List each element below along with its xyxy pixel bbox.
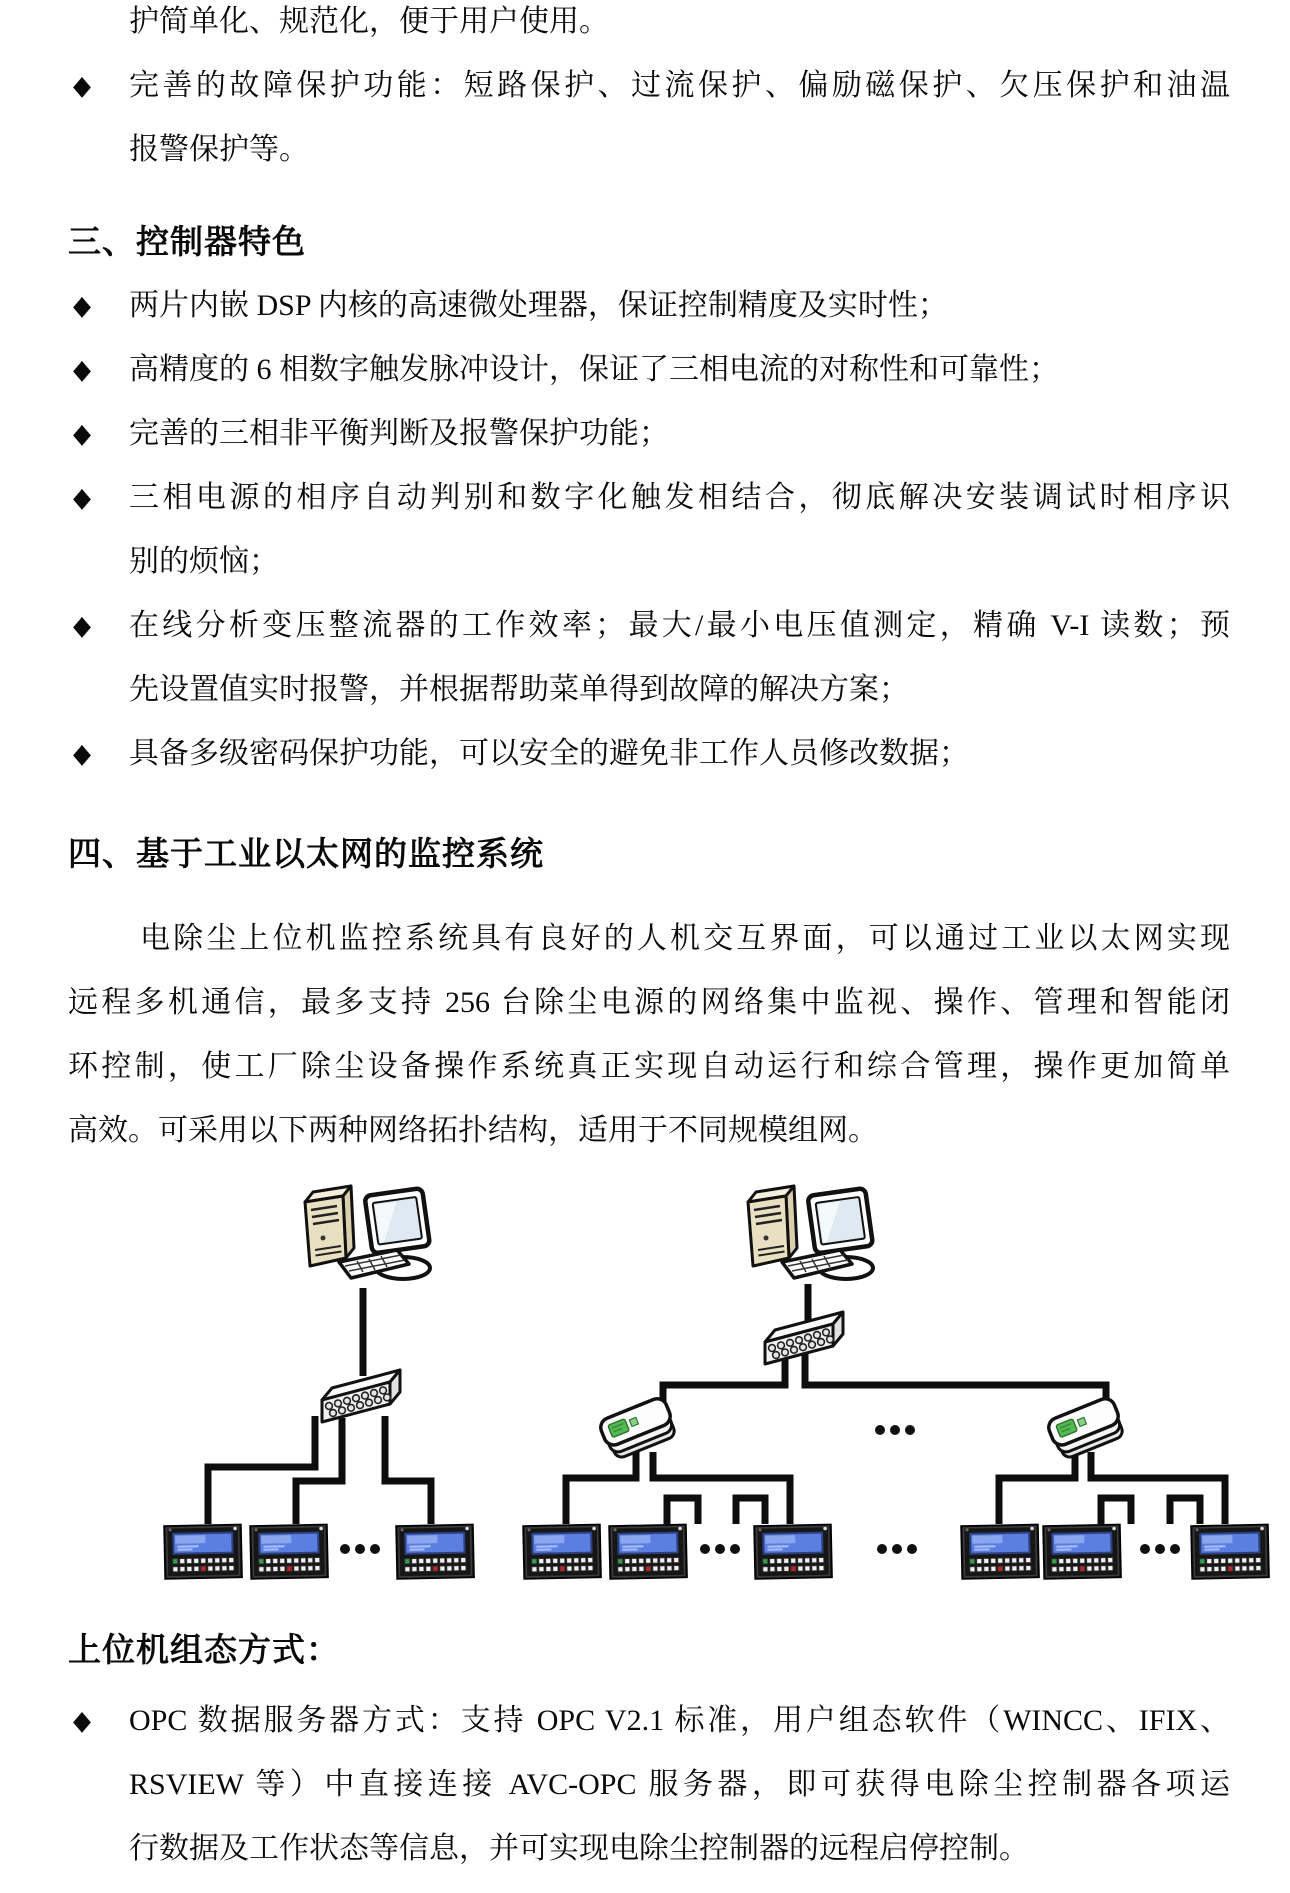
bullet-diamond-icon: ◆ xyxy=(73,1705,91,1736)
ellipsis-dots xyxy=(1140,1544,1180,1554)
bullet-item-text xyxy=(129,722,1230,786)
text-line: 行数据及工作状态等信息，并可实现电除尘控制器的远程启停控制。 xyxy=(129,1832,1029,1865)
text-line: 高精度的 6 相数字触发脉冲设计，保证了三相电流的对称性和可靠性； xyxy=(129,353,1059,386)
esp-controller-icon xyxy=(1043,1524,1121,1579)
bullet-item-text xyxy=(129,466,1230,594)
bullet-item-phase-sequence xyxy=(68,466,1230,594)
continuation-line: 护简单化、规范化，便于用户使用。 xyxy=(129,5,609,38)
bullet-item-online-analysis xyxy=(68,594,1230,722)
esp-controller-icon xyxy=(961,1524,1039,1579)
bullet-diamond-icon: ◆ xyxy=(73,70,91,101)
text-line: 报警保护等。 xyxy=(129,133,309,166)
esp-controller-icon xyxy=(754,1524,832,1579)
bullet-item-fault-protection xyxy=(68,54,1230,182)
bullet-item-text xyxy=(129,338,1230,402)
esp-controller-icon xyxy=(609,1524,687,1579)
bullet-item-text xyxy=(129,594,1230,722)
bullet-item-text xyxy=(129,274,1230,338)
section-heading-ethernet-monitoring: 四、基于工业以太网的监控系统 xyxy=(68,835,544,872)
esp-controller-icon xyxy=(250,1524,328,1579)
workstation-icon xyxy=(748,1186,873,1279)
text-line: 具备多级密码保护功能，可以安全的避免非工作人员修改数据； xyxy=(129,737,969,770)
text-line: 电除尘上位机监控系统具有良好的人机交互界面，可以通过工业以太网实现 xyxy=(140,922,1230,955)
bullet-diamond-icon: ◆ xyxy=(73,738,91,769)
bullet-item-trigger-pulse xyxy=(68,338,1230,402)
bullet-item-opc xyxy=(68,1689,1230,1881)
ellipsis-dots xyxy=(875,1425,915,1435)
esp-controller-icon xyxy=(523,1524,601,1579)
bullet-diamond-icon: ◆ xyxy=(73,290,91,321)
text-line: 先设置值实时报警，并根据帮助菜单得到故障的解决方案； xyxy=(129,673,909,706)
section-heading-controller-features: 三、控制器特色 xyxy=(68,223,306,260)
bullet-diamond-icon: ◆ xyxy=(73,482,91,513)
ellipsis-dots xyxy=(877,1544,917,1554)
bullet-diamond-icon: ◆ xyxy=(73,418,91,449)
text-line: 完善的三相非平衡判断及报警保护功能； xyxy=(129,417,669,450)
workstation-icon xyxy=(305,1186,430,1279)
bullet-item-password xyxy=(68,722,1230,786)
bullet-diamond-icon: ◆ xyxy=(73,354,91,385)
ellipsis-dots xyxy=(340,1544,380,1554)
ethernet-hub-icon xyxy=(322,1370,400,1422)
ellipsis-dots xyxy=(700,1544,740,1554)
esp-controller-icon xyxy=(1191,1524,1269,1579)
text-line: 高效。可采用以下两种网络拓扑结构，适用于不同规模组网。 xyxy=(68,1114,878,1147)
bullet-item-text xyxy=(129,54,1230,182)
text-line: 在线分析变压整流器的工作效率；最大/最小电压值测定，精确 V-I 读数；预 xyxy=(129,609,1230,642)
text-line: 远程多机通信，最多支持 256 台除尘电源的网络集中监视、操作、管理和智能闭 xyxy=(68,986,1230,1019)
text-line: 完善的故障保护功能：短路保护、过流保护、偏励磁保护、欠压保护和油温 xyxy=(129,69,1230,102)
config-heading: 上位机组态方式： xyxy=(68,1631,340,1668)
bullet-diamond-icon: ◆ xyxy=(73,610,91,641)
bullet-item-phase-unbalance xyxy=(68,402,1230,466)
media-converter-icon xyxy=(598,1396,679,1461)
text-line: OPC 数据服务器方式：支持 OPC V2.1 标准，用户组态软件（WINCC、IFIX、 xyxy=(129,1704,1230,1737)
media-converter-icon xyxy=(1046,1396,1127,1461)
text-line: 两片内嵌 DSP 内核的高速微处理器，保证控制精度及实时性； xyxy=(129,289,948,322)
monitoring-paragraph xyxy=(68,907,1230,1163)
text-line: RSVIEW 等）中直接连接 AVC-OPC 服务器，即可获得电除尘控制器各项运 xyxy=(129,1768,1230,1801)
bullet-item-text xyxy=(129,1689,1230,1881)
esp-controller-icon xyxy=(396,1524,474,1579)
bullet-item-dsp xyxy=(68,274,1230,338)
bullet-item-text xyxy=(129,402,1230,466)
network-topology-diagram xyxy=(68,1168,1230,1618)
esp-controller-icon xyxy=(164,1524,242,1579)
text-line: 环控制，使工厂除尘设备操作系统真正实现自动运行和综合管理，操作更加简单 xyxy=(68,1050,1230,1083)
text-line: 别的烦恼； xyxy=(129,545,279,578)
text-line: 三相电源的相序自动判别和数字化触发相结合，彻底解决安装调试时相序识 xyxy=(129,481,1230,514)
